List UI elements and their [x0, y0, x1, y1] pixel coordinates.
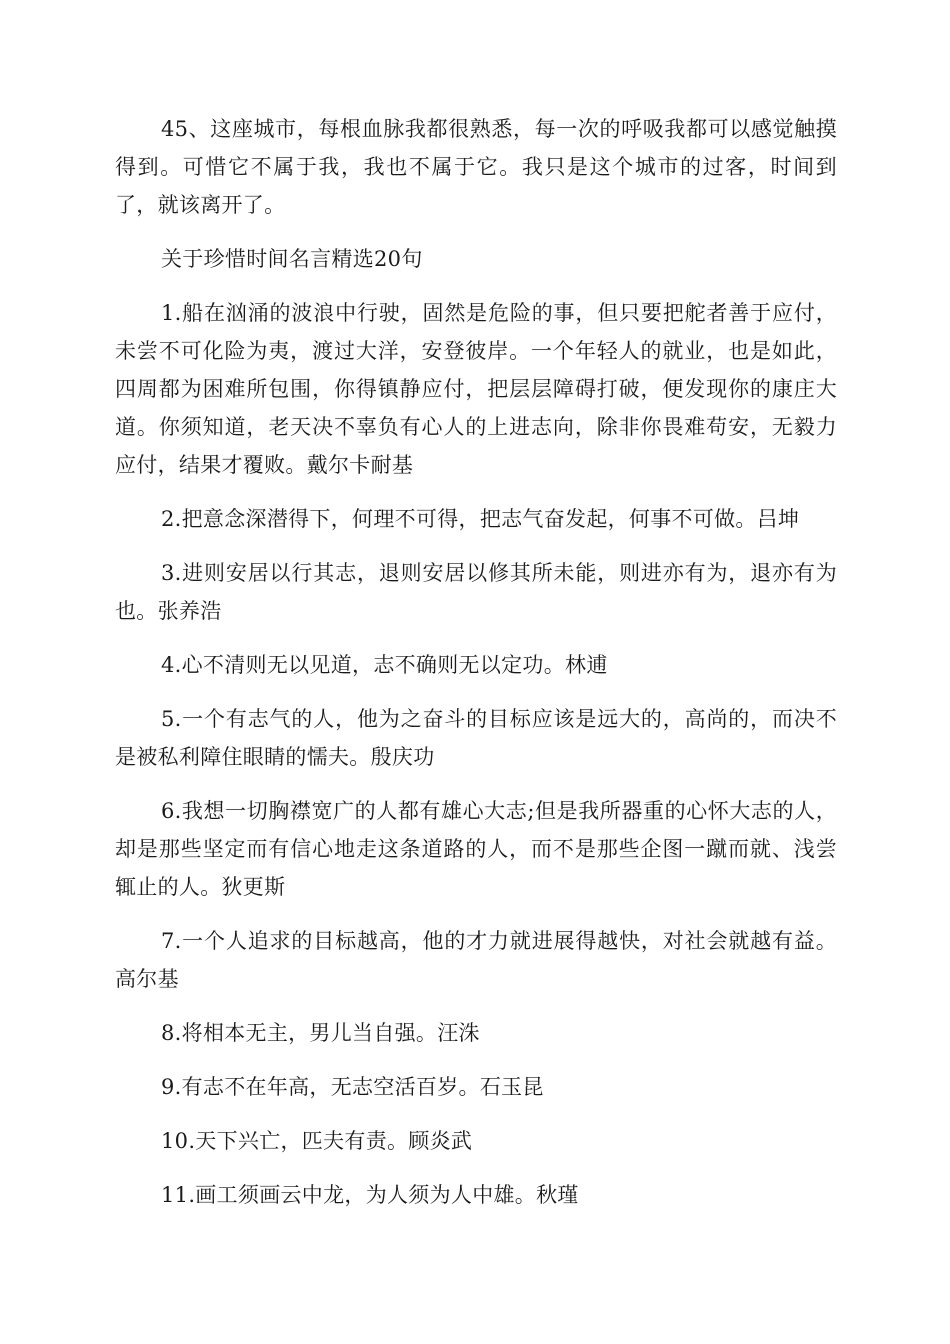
intro-paragraph: 45、这座城市，每根血脉我都很熟悉，每一次的呼吸我都可以感觉触摸得到。可惜它不属于我，我也不属于它。我只是这个城市的过客，时间到了，就该离开了。: [115, 117, 837, 217]
document-body: [115, 110, 837, 1230]
quote-item-8: 8.将相本无主，男儿当自强。汪洙: [161, 1021, 480, 1045]
quote-item-2: 2.把意念深潜得下，何理不可得，把志气奋发起，何事不可做。吕坤: [161, 507, 800, 531]
quote-item-5: 5.一个有志气的人，他为之奋斗的目标应该是远大的，高尚的，而决不是被私利障住眼睛的懦夫。殷庆功: [115, 707, 837, 769]
quote-item-10: 10.天下兴亡，匹夫有责。顾炎武: [161, 1129, 473, 1153]
quote-item-11: 11.画工须画云中龙，为人须为人中雄。秋瑾: [161, 1183, 579, 1207]
section-title: 关于珍惜时间名言精选20句: [161, 247, 423, 271]
quote-item-9: 9.有志不在年高，无志空活百岁。石玉昆: [161, 1075, 544, 1099]
quote-item-7: 7.一个人追求的目标越高，他的才力就进展得越快，对社会就越有益。高尔基: [115, 929, 837, 991]
quote-item-1: 1.船在汹涌的波浪中行驶，固然是危险的事，但只要把舵者善于应付，未尝不可化险为夷，渡过大洋，安登彼岸。一个年轻人的就业，也是如此，四周都为困难所包围，你得镇静应付，把层层障碍打破，便发现你的康庄大道。你须知道，老天决不辜负有心人的上进志向，除非你畏难苟安，无毅力应付，结果才覆败。戴尔卡耐基: [115, 301, 837, 477]
quote-item-3: 3.进则安居以行其志，退则安居以修其所未能，则进亦有为，退亦有为也。张养浩: [115, 561, 837, 623]
quote-item-4: 4.心不清则无以见道，志不确则无以定功。林逋: [161, 653, 608, 677]
quote-item-6: 6.我想一切胸襟宽广的人都有雄心大志;但是我所器重的心怀大志的人，却是那些坚定而有信心地走这条道路的人，而不是那些企图一蹴而就、浅尝辄止的人。狄更斯: [115, 799, 837, 899]
